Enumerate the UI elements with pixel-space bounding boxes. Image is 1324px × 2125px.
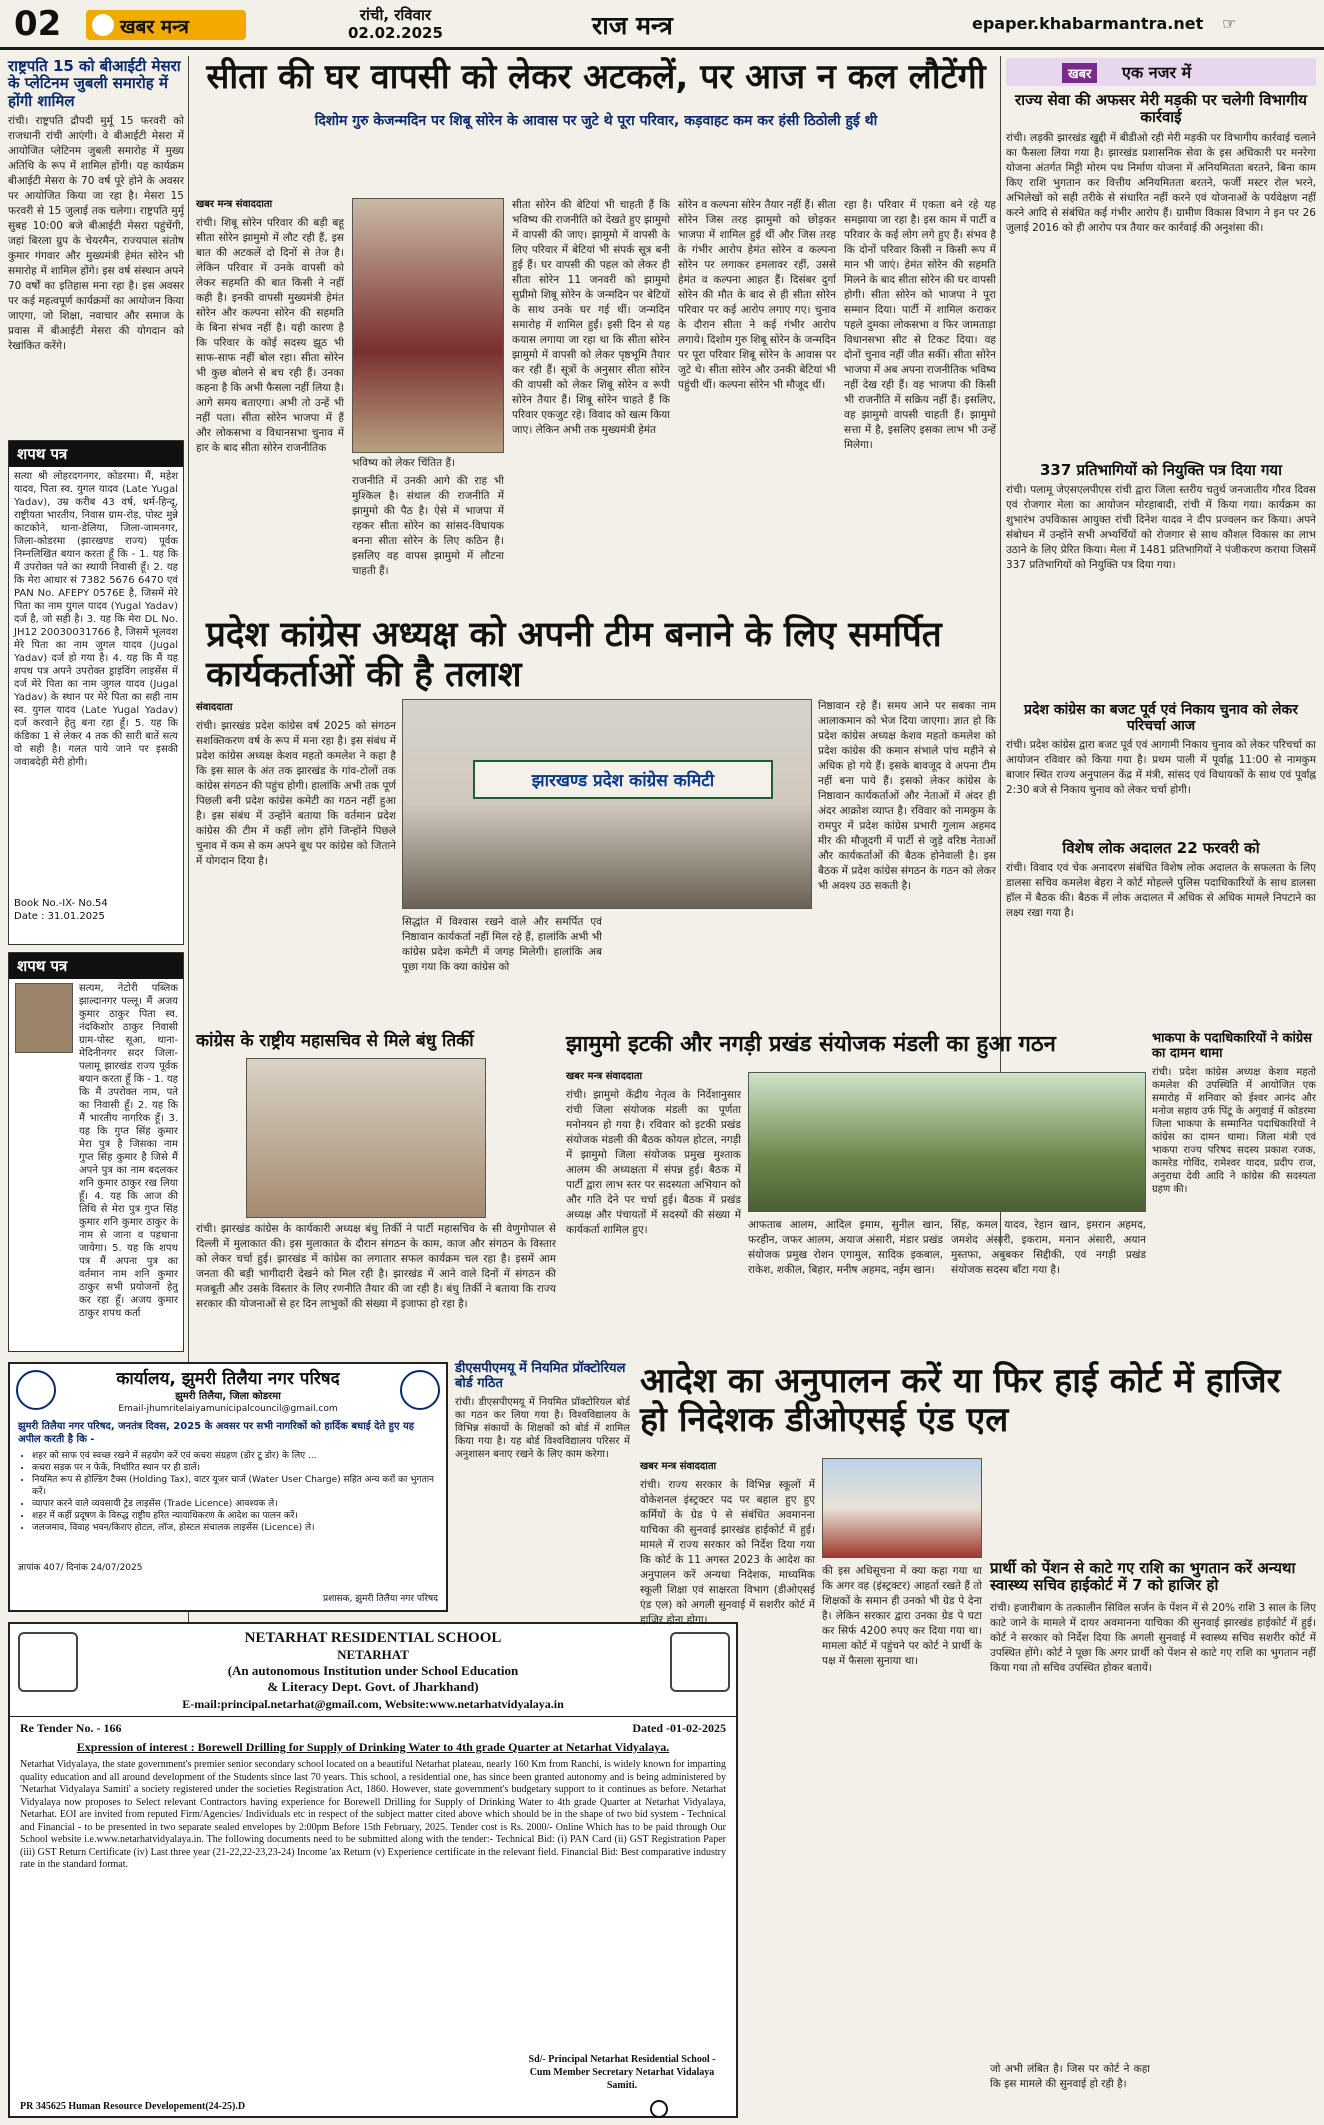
website-link[interactable]: epaper.khabarmantra.net: [972, 14, 1204, 33]
dateline: [348, 6, 443, 42]
ek-nazar-title: एक नजर में: [1122, 63, 1192, 82]
bandhu-tirkey-story: [196, 1032, 556, 1357]
emblem-icon: [400, 1370, 440, 1410]
notice-title: कार्यालय, झुमरी तिलैया नगर परिषद: [116, 1369, 340, 1389]
netarhat-tender-ad: [8, 1622, 738, 2118]
story-column: रांची। पलामू जेएसएलपीएस रांची द्वारा जिला स्तरीय चतुर्थ जनजातीय गौरव दिवस एवं रोजगार मेला का आयोजन मोरहाबादी, रांची में किया गया। कार्यक्रम का शुभारंभ उपविकास आयुक्त रांची दिनेश यादव ने दीप प्रज्वलन कर किया। अपने संबोधन में उन्होंने सभी अभ्यर्थियों को रोजगार से साथ कौशल विकास का लाभ उठाने के लिए प्रेरित किया। मेला में 1481 प्रतिभागियों ने पंजीकरण कराया जिसमें 337 प्रतिभागियों को नियुक्ति पत्र दिया गया।: [1006, 484, 1316, 572]
story-column: सीता सोरेन की बेटियां भी चाहती हैं कि भविष्य की राजनीति को देखते हुए झामुमो में वापसी की जाए। झामुमो में वापसी के लिए परिवार में बेटियां भी संपर्क सूत्र बनी हुई हैं। घर वापसी की पहल को लेकर ही सीता सोरेन 11 जनवरी को झामुमो सुप्रीमो शिबू सोरेन के जन्मदिन पर बेटियों के साथ उनके घर गई थीं। जन्मदिन समारोह में शामिल हुईं। इसी दिन से यह कयास लगाया जा रहा था कि सीता सोरेन झामुमो में वापसी को लेकर पृष्ठभूमि तैयार कर रही हैं। सूत्रों के अनुसार सीता सोरेन की वापसी को लेकर शिबू सोरेन व रूपी सोरेन तैयार हैं। शिबू सोरेन चाहते हैं कि परिवार एकजुट रहे। विवाद को खत्म किया जाए। लेकिन अभी तक मुख्यमंत्री हेमंत: [512, 199, 670, 436]
school-logo-icon: [18, 1632, 78, 1692]
story-column: रांची। झामुमो केंद्रीय नेतृत्व के निर्देशानुसार रांची जिला संयोजक मंडली का पूर्णता मनोनयन हो गया है। रविवार को इटकी प्रखंड संयोजक मंडली की बैठक कोयल होटल, नगड़ी में झामुमो जिला संयोजक प्रमुख मुश्ताक आलम की अध्यक्षता में संपन्न हुई। बैठक में पार्टी द्वारा लाभ स्तर पर सदस्यता अभियान को और गति देने पर चर्चा हुई। बैठक में प्रखंड अध्यक्ष और पंचायतों में सदस्यों की संख्या में कार्यकर्ता शामिल हुए।: [566, 1089, 741, 1236]
pr-number: PR 345625 Human Resource Developement(24-25).D: [20, 2101, 246, 2112]
date: 02.02.2025: [348, 24, 443, 42]
players-story: [1006, 462, 1316, 697]
byline: खबर मन्त्र संवाददाता: [196, 199, 273, 210]
school-sub3: & Literacy Dept. Govt. of Jharkhand): [267, 1679, 479, 1694]
affidavit-box-2: [8, 952, 184, 1352]
tag-label: खबर: [1062, 63, 1097, 83]
byline: खबर मन्त्र संवाददाता: [640, 1461, 717, 1472]
list-item: • शहर में कहीं प्रदूषण के विरुद्ध राष्ट्रीय हरित न्यायाधिकरण के आदेश का पालन करें।: [32, 1510, 438, 1522]
notice-ref: ज्ञापांक 407/ दिनांक 24/07/2025: [18, 1562, 143, 1573]
photo-caption: भविष्य को लेकर चिंतित हैं।: [352, 457, 455, 469]
congress-story: [196, 615, 996, 1030]
story-column: सिंह, कमल यादव, रेहान खान, इमरान अहमद, जमशेद अंसारी, इकराम, मनान अंसारी, अयान मुस्तफा, अबुबकर सिद्दीकी, एवं नगड़ी प्रखंड संयोजक सदस्य बाँटा गया है।: [951, 1219, 1146, 1276]
list-item: • कचरा सड़क पर न फेकें, निर्धारित स्थान पर ही डालें।: [32, 1462, 438, 1474]
notice-email: Email-jhumritelaiyamunicipalcouncil@gmail.com: [118, 1403, 338, 1414]
list-item: • व्यापार करने वाले व्यवसायी ट्रेड लाइसेंस (Trade Licence) आवश्यक ले।: [32, 1498, 438, 1510]
dspmu-headline: डीएसपीएमयू में नियमित प्रॉक्टोरियल बोर्ड गठित: [455, 1361, 626, 1391]
tender-signature: Sd/- Principal Netarhat Residential School - Cum Member Secretary Netarhat Vidalaya Samiti.: [528, 2054, 716, 2091]
story-column: रांची। हजारीबाग के तत्कालीन सिविल सर्जन के पेंशन में से 20% राशि 3 साल के लिए काटे जाने के मामले में दायर अवमानना याचिका की सुनवाई झारखंड हाईकोर्ट में हुई। कोर्ट ने सरकार को निर्देश दिया कि अगली सुनवाई में स्वास्थ्य सचिव सशरीर कोर्ट में उपस्थित होंगे। कोर्ट ने पूछा कि अगर प्रार्थी को पेंशन से काटे गए राशि का भुगतान नहीं किया गया तो सचिव उपस्थित होकर बतायें।: [990, 1601, 1316, 1674]
notice-list: [10, 1450, 446, 1560]
cursor-icon: ☞: [1222, 14, 1237, 33]
story-column: रांची। झारखंड कांग्रेस के कार्यकारी अध्यक्ष बंधु तिर्की ने पार्टी महासचिव के सी वेणुगोपाल से दिल्ली में मुलाकात की। इस मुलाकात के दौरान संगठन के काम, काज और संगठन के विस्तार को लेकर चर्चा हुई। झारखंड में कांग्रेस का लगातार सफल कार्यक्रम चल रहा है। इसमें आम जनता की बड़ी भागीदारी देखने को मिल रही है। झारखंड में आने वाले दिनों में संगठन की मजबूती और उसके विस्तार के लिए रणनीति तैयार की जा रही है। बंधु तिर्की ने बताया कि राज्य सरकार की योजनाओं से हर दिन लाभुकों की संख्या में इजाफा हो रहा है।: [196, 1223, 556, 1310]
congress-headline: प्रदेश कांग्रेस अध्यक्ष को अपनी टीम बनाने के लिए समर्पित कार्यकर्ताओं की है तलाश: [206, 615, 942, 696]
jmm-meeting-photo: [748, 1072, 1146, 1212]
jmm-story: [566, 1032, 1146, 1362]
congress-office-photo: [402, 699, 812, 909]
sita-subheadline: दिशोम गुरु केजन्मदिन पर शिबू सोरेन के आवास पर जुटे थे पूरा परिवार, कड़वाहट कम कर हंसी ठिठोली हुई थी: [314, 113, 878, 130]
school-title: NETARHAT RESIDENTIAL SCHOOL: [244, 1630, 502, 1646]
story-column: रांची। झारखंड प्रदेश कांग्रेस वर्ष 2025 को संगठन सशक्तिकरण वर्ष के रूप में मना रहा है। इस संबंध में प्रदेश कांग्रेस अध्यक्ष केशव महतो कमलेश ने कहा है कि इस साल के अंत तक झारखंड के गांव-टोलों तक कांग्रेस संगठन की पहुंच होगी। हालांकि अभी तक पूर्ण पिछली बनी प्रदेश कांग्रेस कमेटी का गठन नहीं हुआ है। इस संबंध में उन्होंने बताया कि वर्तमान प्रदेश कांग्रेस की टीम में कहीं लोग होंगे जिन्होंने पिछले चुनाव में कम से कम अपने बूथ पर कांग्रेस को जिताने में योगदान दिया है।: [196, 720, 396, 867]
budget-headline: प्रदेश कांग्रेस का बजट पूर्व एवं निकाय चुनाव को लेकर परिचर्चा आज: [1024, 702, 1298, 735]
lok-adalat-story: [1006, 840, 1316, 1000]
story-column: रहा है। परिवार में एकता बने रहे यह समझाया जा रहा है। इस काम में पार्टी व परिवार के कई लोग लगे हुए हैं। संभव है कि दोनों परिवार किसी न किसी रूप में मान भी जाएं। हेमंत सोरेन की सहमति मिलने के बाद सीता सोरेन की घर वापसी होगी। सीता सोरेन को भाजपा ने पूरा सम्मान दिया। पार्टी में शामिल कराकर पहले दुमका लोकसभा व फिर जामताड़ा विधानसभा सीट से टिकट दिया। वह दोनों चुनाव नहीं जीत सकीं। सीता सोरेन भाजपा में अब अपना राजनीतिक भविष्य नहीं देख रही हैं। वह भाजपा की किसी भी राजनीति में सक्रिय नहीं हैं। इसलिए, वह झामुमो वापसी चाहती हैं। झामुमो सत्ता में है, इसलिए इसका लाभ भी उन्हें मिलेगा।: [844, 199, 996, 451]
gov-story: [1006, 92, 1316, 457]
bhakpa-story: [1152, 1032, 1316, 1357]
affidavit-title: शपथ पत्र: [9, 953, 183, 979]
story-column: की इस अधिसूचना में क्या कहा गया था कि अगर वह (इंस्ट्रक्टर) आहर्ता रखते हैं तो शिक्षकों के समान ही उनको भी ग्रेड पे देना है। लेकिन सरकार द्वारा उनका ग्रेड पे घटा कर सिर्फ 4200 रुपए कर दिया गया था। मामला कोर्ट में पहुंचने पर कोर्ट ने प्रार्थी के पक्ष में फैसला सुनाया था।: [822, 1565, 982, 1667]
affidavit-date: Date : 31.01.2025: [14, 911, 105, 922]
masthead: [0, 0, 1324, 50]
school-sub1: NETARHAT: [337, 1647, 409, 1662]
office-signboard: झारखण्ड प्रदेश कांग्रेस कमिटी: [473, 760, 773, 799]
story-column: जो अभी लंबित है। जिस पर कोर्ट ने कहा कि इस मामले की सुनवाई हो रही है।: [990, 2063, 1150, 2090]
story-column: राजनीति में उनकी आगे की राह भी मुश्किल है। संथाल की राजनीति में झामुमो की पैठ है। ऐसे में भाजपा में रहकर सीता सोरेन का सांसद-विधायक बनना सीता सोरेन के लिए कठिन है। इसलिए वह वापस झामुमो में लौटना चाहती हैं।: [352, 475, 504, 577]
left-top-story: [8, 58, 184, 409]
tender-body: Netarhat Vidyalaya, the state government's premier senior secondary school located on a beautiful Netarhat plateau, nearly 160 Km from Ranchi, is widely known for imparting quality education and all around development of the Students since last 70 years. This school, a residential one, has since been granted autonomy and is being administered by 'Netarhat Vidyalaya Samiti' a society registered under the societies Registration Act, 1860. However, state government's budgetary support to it continues as before. Netarhat Vidyalaya now proposes to Select relevant Contractors having experience for Borewell Drilling for Supply of Drinking Water to 4th grade Quarter at Netarhat Vidyalaya, Netarhat. EOI are invited from reputed Firm/Agencies/ Individuals etc in respect of the subject matter cited above which should be in the shape of two bid system - Technical and Financial - to be presented in two separate sealed envelopes by 2:00pm Before 15th February, 2025. Tender cost is Rs. 2000/- Online Which has to be paid through Our School website i.e.www.netarhatvidyalaya.in. The following documents need to be submitted along with the tender:- Technical Bid: (i) PAN Card (ii) GST Registration Paper (iii) GST Return Certificate (iv) Last three year (21-22,22-23,23-24) Income 'ax Return (v) Experience certificate in the relevant field. Financial Bid: Best comparative industry rate in the standard format.: [20, 1759, 726, 1870]
court-headline: आदेश का अनुपालन करें या फिर हाई कोर्ट में हाजिर हो निदेशक डीओएसई एंड एल: [640, 1361, 1281, 1441]
eoi-title: Expression of interest : Borewell Drilling for Supply of Drinking Water to 4th grade Quarter at Netarhat Vidyalaya.: [76, 1740, 670, 1754]
story-column: रांची। राज्य सरकार के विभिन्न स्कूलों में वोकेशनल इंस्ट्रक्टर पद पर बहाल हुए हुए कर्मियों के ग्रेड पे से संबंधित अवमानना याचिका की सुनवाई झारखंड हाईकोर्ट में हुई। मामले में राज्य सरकार को निर्देश दिया गया कि कोर्ट के 11 अगस्त 2023 के आदेश का अनुपालन करें अन्यथा निदेशक, माध्यमिक स्कूली शिक्षा एवं साक्षरता विभाग (डीओएसई एंड एल) को अगली सुनवाई में सशरीर कोर्ट में हाजिर होना होगा।: [640, 1479, 815, 1626]
story-column: रांची। शिबू सोरेन परिवार की बड़ी बहू सीता सोरेन झामुमो में लौट रही हैं, इस बात की अटकलें दो दिनों से तेज है। लेकिन परिवार में उनके वापसी को लेकर सहमति की बात किसी ने नहीं कही है। इनकी वापसी मुख्यमंत्री हेमंत सोरेन और कल्पना सोरेन की सहमति के बिना संभव नहीं है। यही कारण है कि परिवार के कोई सदस्य झूठ भी साफ-साफ नहीं बोल रहा। सीता सोरेन भी कुछ बोलने से बच रही हैं। उनका कहना है कि अभी फैसला नहीं लिया है। आगे समय बताएगा। अभी तो उन्हें भी नहीं पता। सीता सोरेन भाजपा में हैं और लोकसभा व विधानसभा चुनाव में हार के बाद सीता सोरेन राजनीतिक: [196, 217, 344, 454]
story-column: रांची। विवाद एवं चेक अनादरण संबंधित विशेष लोक अदालत के सफलता के लिए डालसा सचिव कमलेश बेहरा ने कोर्ट मोहल्ले पुलिस पदाधिकारियों के साथ डालसा हॉल में बैठक की। बैठक में लोक अदालत में अधिक से अधिक मामले निपटाने का लक्ष्य रखा गया है।: [1006, 862, 1316, 920]
story-column: सिद्धांत में विश्वास रखने वाले और समर्पित एवं निष्ठावान कार्यकर्ता नहीं मिल रहे हैं, हालांकि अभी भी कांग्रेस प्रदेश कमेटी में जगह मिलेगी। हालांकि अब पूछा गया कि क्या कांग्रेस को: [402, 916, 602, 973]
story-column: निष्ठावान रहे हैं। समय आने पर सबका नाम आलाकमान को भेज दिया जाएगा। ज्ञात हो कि प्रदेश कांग्रेस अध्यक्ष केशव महतो कमलेश को प्रदेश कांग्रेस की कमान संभाले पांच महीने से अधिक हो गये हैं। इसके बावजूद वे अपना टीम नहीं बना पाये हैं। इसको लेकर कांग्रेस के निष्ठावान कार्यकर्ताओं और नेताओं में अंदर ही अंदर आक्रोश व्याप्त है। रविवार को नामकुम के रामपुर में प्रदेश कांग्रेस प्रभारी गुलाम अहमद मीर की मौजूदगी में पार्टी से जुड़े वरिष्ठ नेताओं और कार्यकर्ताओं की बैठक होनेवाली है। इस बैठक में प्रदेश कांग्रेस संगठन के गठन को लेकर भी अवश्य उठ सकती है।: [818, 700, 996, 892]
story-column: सोरेन व कल्पना सोरेन तैयार नहीं हैं। सीता सोरेन जिस तरह झामुमो को छोड़कर भाजपा में शामिल हुई थीं और जिस तरह के गंभीर आरोप हेमंत सोरेन व कल्पना सोरेन पर लगाकर हमलावर रहीं, उससे हेमंत व कल्पना आहत हैं। दिसंबर दुर्गा सोरेन की मौत के बाद से ही सीता सोरेन परिवार पर कई आरोप लगाए गए। चुनाव के दौरान सीता ने कई गंभीर आरोप लगाये। दिशोम गुरु शिबू सोरेन के जन्मदिन पर पूरा परिवार शिबू सोरेन के आवास पर जुटे थे। सीता सोरेन और उनकी बेटियां भी पहुंची थीं। कल्पना सोरेन भी मौजूद थीं।: [678, 199, 836, 391]
jmm-headline: झामुमो इटकी और नगड़ी प्रखंड संयोजक मंडली का हुआ गठन: [566, 1032, 1056, 1057]
emblem-icon: [16, 1370, 56, 1410]
sita-photo: [352, 198, 504, 453]
pension-story: [990, 1560, 1316, 2030]
notice-intro: झुमरी तिलैया नगर परिषद, जनतंत्र दिवस, 2025 के अवसर पर सभी नागरिकों को हार्दिक बधाई देते हुए यह अपील करती है कि -: [18, 1420, 415, 1445]
affiant-photo: [15, 983, 73, 1053]
municipal-notice: [8, 1362, 448, 1612]
delhi-headline: कांग्रेस के राष्ट्रीय महासचिव से मिले बंधु तिर्की: [196, 1031, 474, 1051]
list-item: • शहर को साफ एवं स्वच्छ रखने में सहयोग करें एवं कचरा संग्रहण (डोर टू डोर) के लिए ...: [32, 1450, 438, 1462]
byline: संवाददाता: [196, 702, 233, 713]
affidavit-title: शपथ पत्र: [9, 441, 183, 467]
sita-story: [196, 58, 996, 613]
ek-nazar-banner: [1006, 58, 1316, 86]
affidavit-body: सत्या श्री लोहरदगनगर, कोडरमा। मैं, महेश यादव, पिता स्व. युगल यादव (Late Yugal Yadav), उम्र करीब 43 वर्ष, धर्म-हिन्दू, राष्ट्रीयता भारतीय, निवास ग्राम-रोड़, पोस्ट मुन्ने काटकोने, थाना-डेलिया, जिला-जामनगर, जिला-कोडरमा (झारखण्ड राज्य) पूर्वक निम्नलिखित बयान करता हूँ कि - 1. यह कि मैं उपरोक्त पते का स्थायी निवासी हूँ। 2. यह कि मेरा आधार सं 7382 5676 6470 एवं PAN No. AFEPY 0576E है, जिसमें मेरे पिता का नाम युगल यादव (Yugal Yadav) दर्ज है, जो सही है। 3. यह कि मेरा DL No. JH12 20030031766 है, जिसमें भूलवश मेरे पिता का नाम जुगल यादव (Jugal Yadav) दर्ज हो गया है। 4. यह कि मैं यह शपथ पत्र अपने उपरोक्त ड्राइविंग लाइसेंस में दर्ज मेरे पिता का नाम जुगल यादव (Jugal Yadav) के स्थान पर मेरे पिता का सही नाम स्व. युगल यादव (Late Yugal Yadav) दर्ज करवाने हेतु बना रहा हूँ। 5. यह कि कंडिका 1 से लेकर 4 तक की सारी बातें सत्य वो सही है। गलत पाये जाने पर इसकी जवाबदेही मेरी होगी।: [14, 471, 178, 768]
school-email: E-mail:principal.netarhat@gmail.com, Website:www.netarhatvidyalaya.in: [182, 1697, 564, 1711]
affidavit-book: Book No.-IX- No.54: [14, 898, 108, 909]
story-column: आफताब आलम, आदिल इमाम, सुनील खान, फरहीन, जफर आलम, अयाज अंसारी, मंडार प्रखंड संयोजक प्रमुख रोशन एगामुल, सादिक इकबाल, राकेश, शकील, बिहार, मनीष अहमद, नईम खान।: [748, 1219, 943, 1276]
tender-date: Dated -01-02-2025: [632, 1721, 726, 1735]
lok-headline: विशेष लोक अदालत 22 फरवरी को: [1062, 839, 1260, 857]
school-sub2: (An autonomous Institution under School Education: [227, 1663, 519, 1678]
sita-headline: सीता की घर वापसी को लेकर अटकलें, पर आज न कल लौटेंगी: [206, 57, 986, 97]
notice-subtitle: झुमरी तिलैया, जिला कोडरमा: [175, 1390, 281, 1402]
affidavit-body: सत्यम, नेटोरी पब्लिक झाल्दानगर पल्लू। मैं अजय कुमार ठाकुर पिता स्व. नंदकिशोर ठाकुर निवासी ग्राम-पोस्ट सूआ, थाना-मेदिनीनगर सदर जिला-पलामू झारखंड राज्य पूर्वक बयान करता हूँ कि - 1. यह कि मैं उपरोक्त नाम, पते का निवासी हूँ। 2. यह कि मैं भारतीय नागरिक हूँ। 3. यह कि गुप्त सिंह कुमार मेरा पुत्र है जिसका नाम गुप्त सिंह कुमार है जिसे मैं अपने पुत्र का नाम बदलकर शनि कुमार ठाकुर रख लिया हूँ। 4. यह कि आज की तिथि से मेरा पुत्र गुप्त सिंह कुमार शनि कुमार ठाकुर के नाम से जाना व पहचाना जायेगा। 5. यह कि शपथ पत्र मैं अपना पुत्र का वर्तमान नाम शनि कुमार ठाकुर सभी प्रयोजनों हेतु कर रहा हूँ। अजय कुमार ठाकुर शपथ कर्ता: [79, 983, 178, 1319]
left-headline: राष्ट्रपति 15 को बीआईटी मेसरा के प्लेटिनम जुबली समारोह में होंगी शामिल: [8, 57, 181, 110]
list-item: • जलजमाव, विवाह भवन/किराए होटल, लॉज, होस्टल संचालक लाइसेंस (Licence) ले।: [32, 1522, 438, 1534]
newspaper-logo: खबर मन्त्र: [86, 10, 246, 40]
notice-signature: प्रशासक, झुमरी तिलैया नगर परिषद: [322, 1594, 438, 1604]
pension-headline: प्रार्थी को पेंशन से काटे गए राशि का भुगतान करें अन्यथा स्वास्थ्य सचिव हाईकोर्ट में 7 को हाजिर हो: [990, 1559, 1296, 1595]
budget-story: [1006, 702, 1316, 832]
affidavit-box-1: [8, 440, 184, 945]
story-column: रांची। प्रदेश कांग्रेस द्वारा बजट पूर्व एवं आगामी निकाय चुनाव को लेकर परिचर्चा का आयोजन रविवार को किया गया है। प्रथम पाली में पूर्वाह्न 11:00 से नामकुम बाजार स्थित राज्य अनुपालन केंद्र में मंत्री, सांसद एवं विधायकों के साथ एवं पूर्वाह्न 2:30 बजे से निकाय चुनाव को लेकर चर्चा होगी।: [1006, 739, 1316, 797]
players-headline: 337 प्रतिभागियों को नियुक्ति पत्र दिया गया: [1039, 461, 1282, 479]
court-building-photo: [822, 1458, 982, 1558]
story-column: रांची। डीएसपीएमयू में नियमित प्रॉक्टोरियल बोर्ड का गठन कर लिया गया है। विश्वविद्यालय के विभिन्न संकायों के शिक्षकों को बोर्ड में शामिल किया गया है। यह बोर्ड विश्वविद्यालय परिसर में अनुशासन बनाए रखने के लिए काम करेगा।: [455, 1396, 630, 1460]
page-number: 02: [14, 4, 62, 44]
story-column: रांची। प्रदेश कांग्रेस अध्यक्ष केशव महतो कमलेश की उपस्थिति में आयोजित एक समारोह में शनिवार को ईश्वर आनंद और मनोज सहाय उर्फ पिंटू के अगुवाई में कोडरमा जिला भाकपा के सम्मानित पदाधिकारियों ने कांग्रेस का दामन थामा। जिला मंत्री एवं भाकपा राज्य परिषद सदस्य प्रकाश रजक, कामरेड गोविंद, रामेश्वर यादव, प्रदीप राज, अनुराधा देवी आदि ने कांग्रेस की सदस्यता ग्रहण की।: [1152, 1066, 1316, 1195]
meeting-photo: [246, 1058, 486, 1218]
date-place: रांची, रविवार: [359, 6, 431, 24]
byline: खबर मन्त्र संवाददाता: [566, 1071, 643, 1082]
registration-mark-icon: [650, 2100, 668, 2118]
list-item: • नियमित रूप से होल्डिंग टैक्स (Holding Tax), वाटर यूजर चार्ज (Water User Charge) सहित अन्य करों का भुगतान करें।: [32, 1474, 438, 1498]
bhakpa-headline: भाकपा के पदाधिकारियों ने कांग्रेस का दामन थामा: [1152, 1031, 1312, 1061]
left-body: रांची। राष्ट्रपति द्रौपदी मुर्मू 15 फरवरी को राजधानी रांची आएंगी। वे बीआईटी मेसरा में आयोजित प्लेटिनम जुबली समारोह में मुख्य अतिथि के रूप में शामिल होंगी। यह कार्यक्रम बीआईटी मेसरा के 70 वर्ष पूरे होने के अवसर पर आयोजित किया जा रहा है। मेसरा 15 फरवरी से 15 जुलाई तक चलेगा। राष्ट्रपति मुर्मू सुबह 10:00 बजे बीआईटी मेसरा पहुंचेंगी, जहां बिरला ग्रुप के चेयरमैन, राज्यपाल संतोष कुमार गंगवार और मुख्यमंत्री हेमंत सोरेन भी समारोह में शामिल होंगे। इस वर्ष संस्थान अपने 70 वर्षों का इतिहास मना रहा है। इस अवसर पर कई महत्वपूर्ण कार्यक्रमों का आयोजन किया जाएगा, जो शिक्षा, नवाचार और समाज के प्रवास में बीआईटी मेसरा की योगदान को रेखांकित करेंगे।: [8, 114, 184, 352]
tender-number: Re Tender No. - 166: [20, 1721, 122, 1735]
dspmu-story: [455, 1362, 630, 1617]
gov-headline: राज्य सेवा की अफसर मेरी मड़की पर चलेगी विभागीय कार्रवाई: [1015, 91, 1307, 127]
story-column: रांची। लड़की झारखंड खुद्दी में बीडीओ रही मेरी मड़की पर विभागीय कार्रवाई चलाने का फैसला लिया गया है। झारखंड प्रशासनिक सेवा के इस अधिकारी पर मनरेगा योजना अंतर्गत मिट्टी मोरम पथ निर्माण योजना में अनियमितता बरतने, बिना काम किए राशि भुगतान कर वित्तीय अनियमितता बरतने, फर्जी मस्टर रोल भरने, अभिलेखों को सही तरीके से संधारित नहीं करने एवं योजनाओं के पर्यवेक्षण नहीं करने आदि से संबंधित कई गंभीर आरोप हैं। ग्रामीण विकास विभाग ने इन पर 26 जुलाई 2016 को ही आरोप पत्र तैयार कर कार्रवाई की अनुशंसा की।: [1006, 131, 1316, 234]
section-title: राज मन्त्र: [592, 11, 673, 40]
